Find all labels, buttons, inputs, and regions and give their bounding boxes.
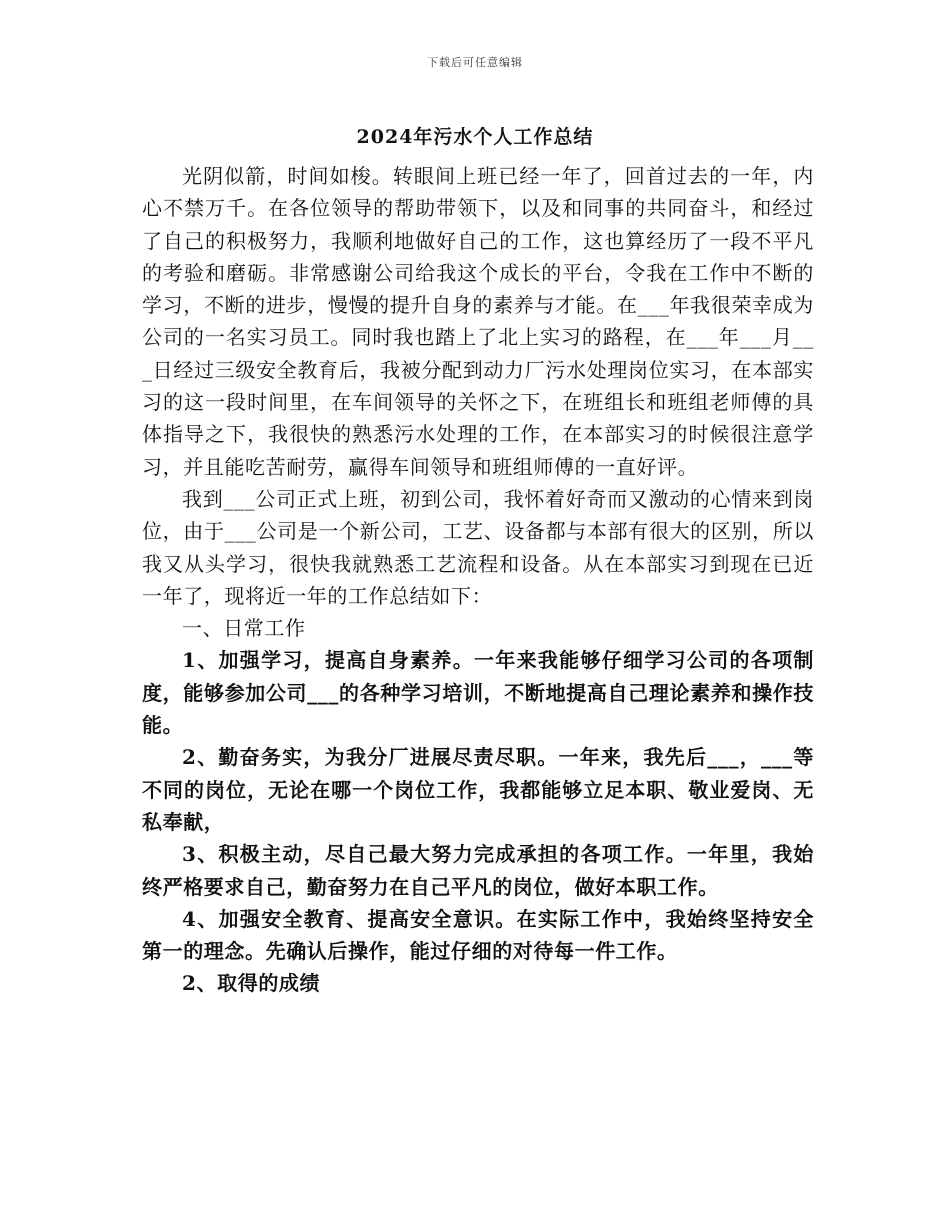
document-body	[142, 160, 814, 1000]
document-title: 2024年污水个人工作总结	[356, 126, 594, 148]
list-item-initiative: 3、积极主动，尽自己最大努力完成承担的各项工作。一年里，我始终严格要求自己，勤奋努力在自己平凡的岗位，做好本职工作。	[142, 842, 814, 899]
header-note: 下载后可任意编辑	[427, 56, 523, 69]
paragraph-arrival: 我到___公司正式上班，初到公司，我怀着好奇而又激动的心情来到岗位，由于___公司是一个新公司，工艺、设备都与本部有很大的区别，所以我又从头学习，很快我就熟悉工艺流程和设备。从在本部实习到现在已近一年了，现将近一年的工作总结如下：	[142, 486, 814, 608]
section-heading-daily-work: 一、日常工作	[182, 616, 306, 641]
paragraph-intro: 光阴似箭，时间如梭。转眼间上班已经一年了，回首过去的一年，内心不禁万千。在各位领导的帮助带领下，以及和同事的共同奋斗，和经过了自己的积极努力，我顺利地做好自己的工作，这也算经历了一段不平凡的考验和磨砺。非常感谢公司给我这个成长的平台，令我在工作中不断的学习，不断的进步，慢慢的提升自身的素养与才能。在___年我很荣幸成为公司的一名实习员工。同时我也踏上了北上实习的路程，在___年___月___日经过三级安全教育后，我被分配到动力厂污水处理岗位实习，在本部实习的这一段时间里，在车间领导的关怀之下，在班组长和班组老师傅的具体指导之下，我很快的熟悉污水处理的工作，在本部实习的时候很注意学习，并且能吃苦耐劳，赢得车间领导和班组师傅的一直好评。	[142, 164, 814, 479]
list-item-safety: 4、加强安全教育、提高安全意识。在实际工作中，我始终坚持安全第一的理念。先确认后操作，能过仔细的对待每一件工作。	[142, 906, 814, 964]
list-item-learning: 1、加强学习，提高自身素养。一年来我能够仔细学习公司的各项制度，能够参加公司___的各种学习培训，不断地提高自己理论素养和操作技能。	[142, 648, 814, 738]
list-item-diligence: 2、勤奋务实，为我分厂进展尽责尽职。一年来，我先后___，___等不同的岗位，无论在哪一个岗位工作，我都能够立足本职、敬业爱岗、无私奉献，	[142, 745, 814, 834]
section-heading-achievements: 2、取得的成绩	[182, 971, 321, 996]
